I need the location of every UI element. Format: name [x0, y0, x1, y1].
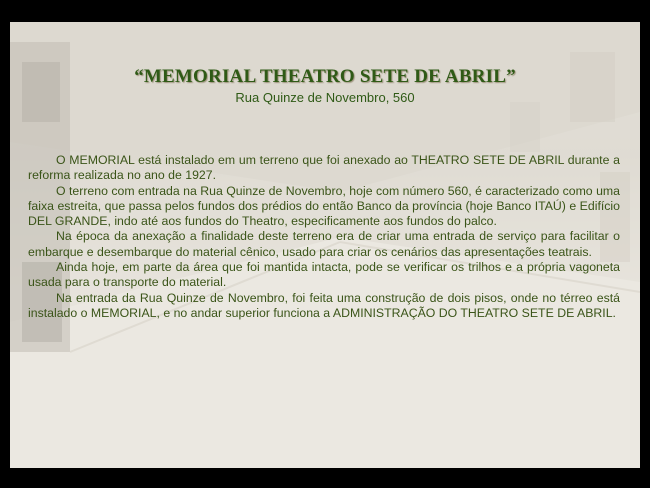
- page-subtitle: Rua Quinze de Novembro, 560: [235, 90, 415, 105]
- paragraph: Ainda hoje, em parte da área que foi mantida intacta, pode se verificar os trilhos e a própria vagoneta usada para o transporte do material.: [28, 260, 620, 290]
- paragraph: Na entrada da Rua Quinze de Novembro, foi feita uma construção de dois pisos, onde no térreo está instalado o MEMORIAL, e no andar superior funciona a ADMINISTRAÇÃO DO THEATRO SETE DE ABRIL.: [28, 290, 620, 320]
- slide-frame: [10, 22, 640, 468]
- paragraph: O terreno com entrada na Rua Quinze de Novembro, hoje com número 560, é caracterizado como uma faixa estreita, que passa pelos fundos dos prédios do então Banco da província (hoje Banco ITAÚ) e Edifício DEL GRANDE, indo até aos fundos do Theatro, especificamente aos fundos do palco.: [28, 183, 620, 229]
- paragraph: Na época da anexação a finalidade deste terreno era de criar uma entrada de serviço para facilitar o embarque e desembarque do material cênico, usado para criar os cenários das apresentações teatrais.: [28, 229, 620, 259]
- body-text: [28, 153, 620, 321]
- page-title: “MEMORIAL THEATRO SETE DE ABRIL”: [134, 66, 516, 87]
- paragraph: O MEMORIAL está instalado em um terreno que foi anexado ao THEATRO SETE DE ABRIL durante a reforma realizada no ano de 1927.: [28, 153, 620, 183]
